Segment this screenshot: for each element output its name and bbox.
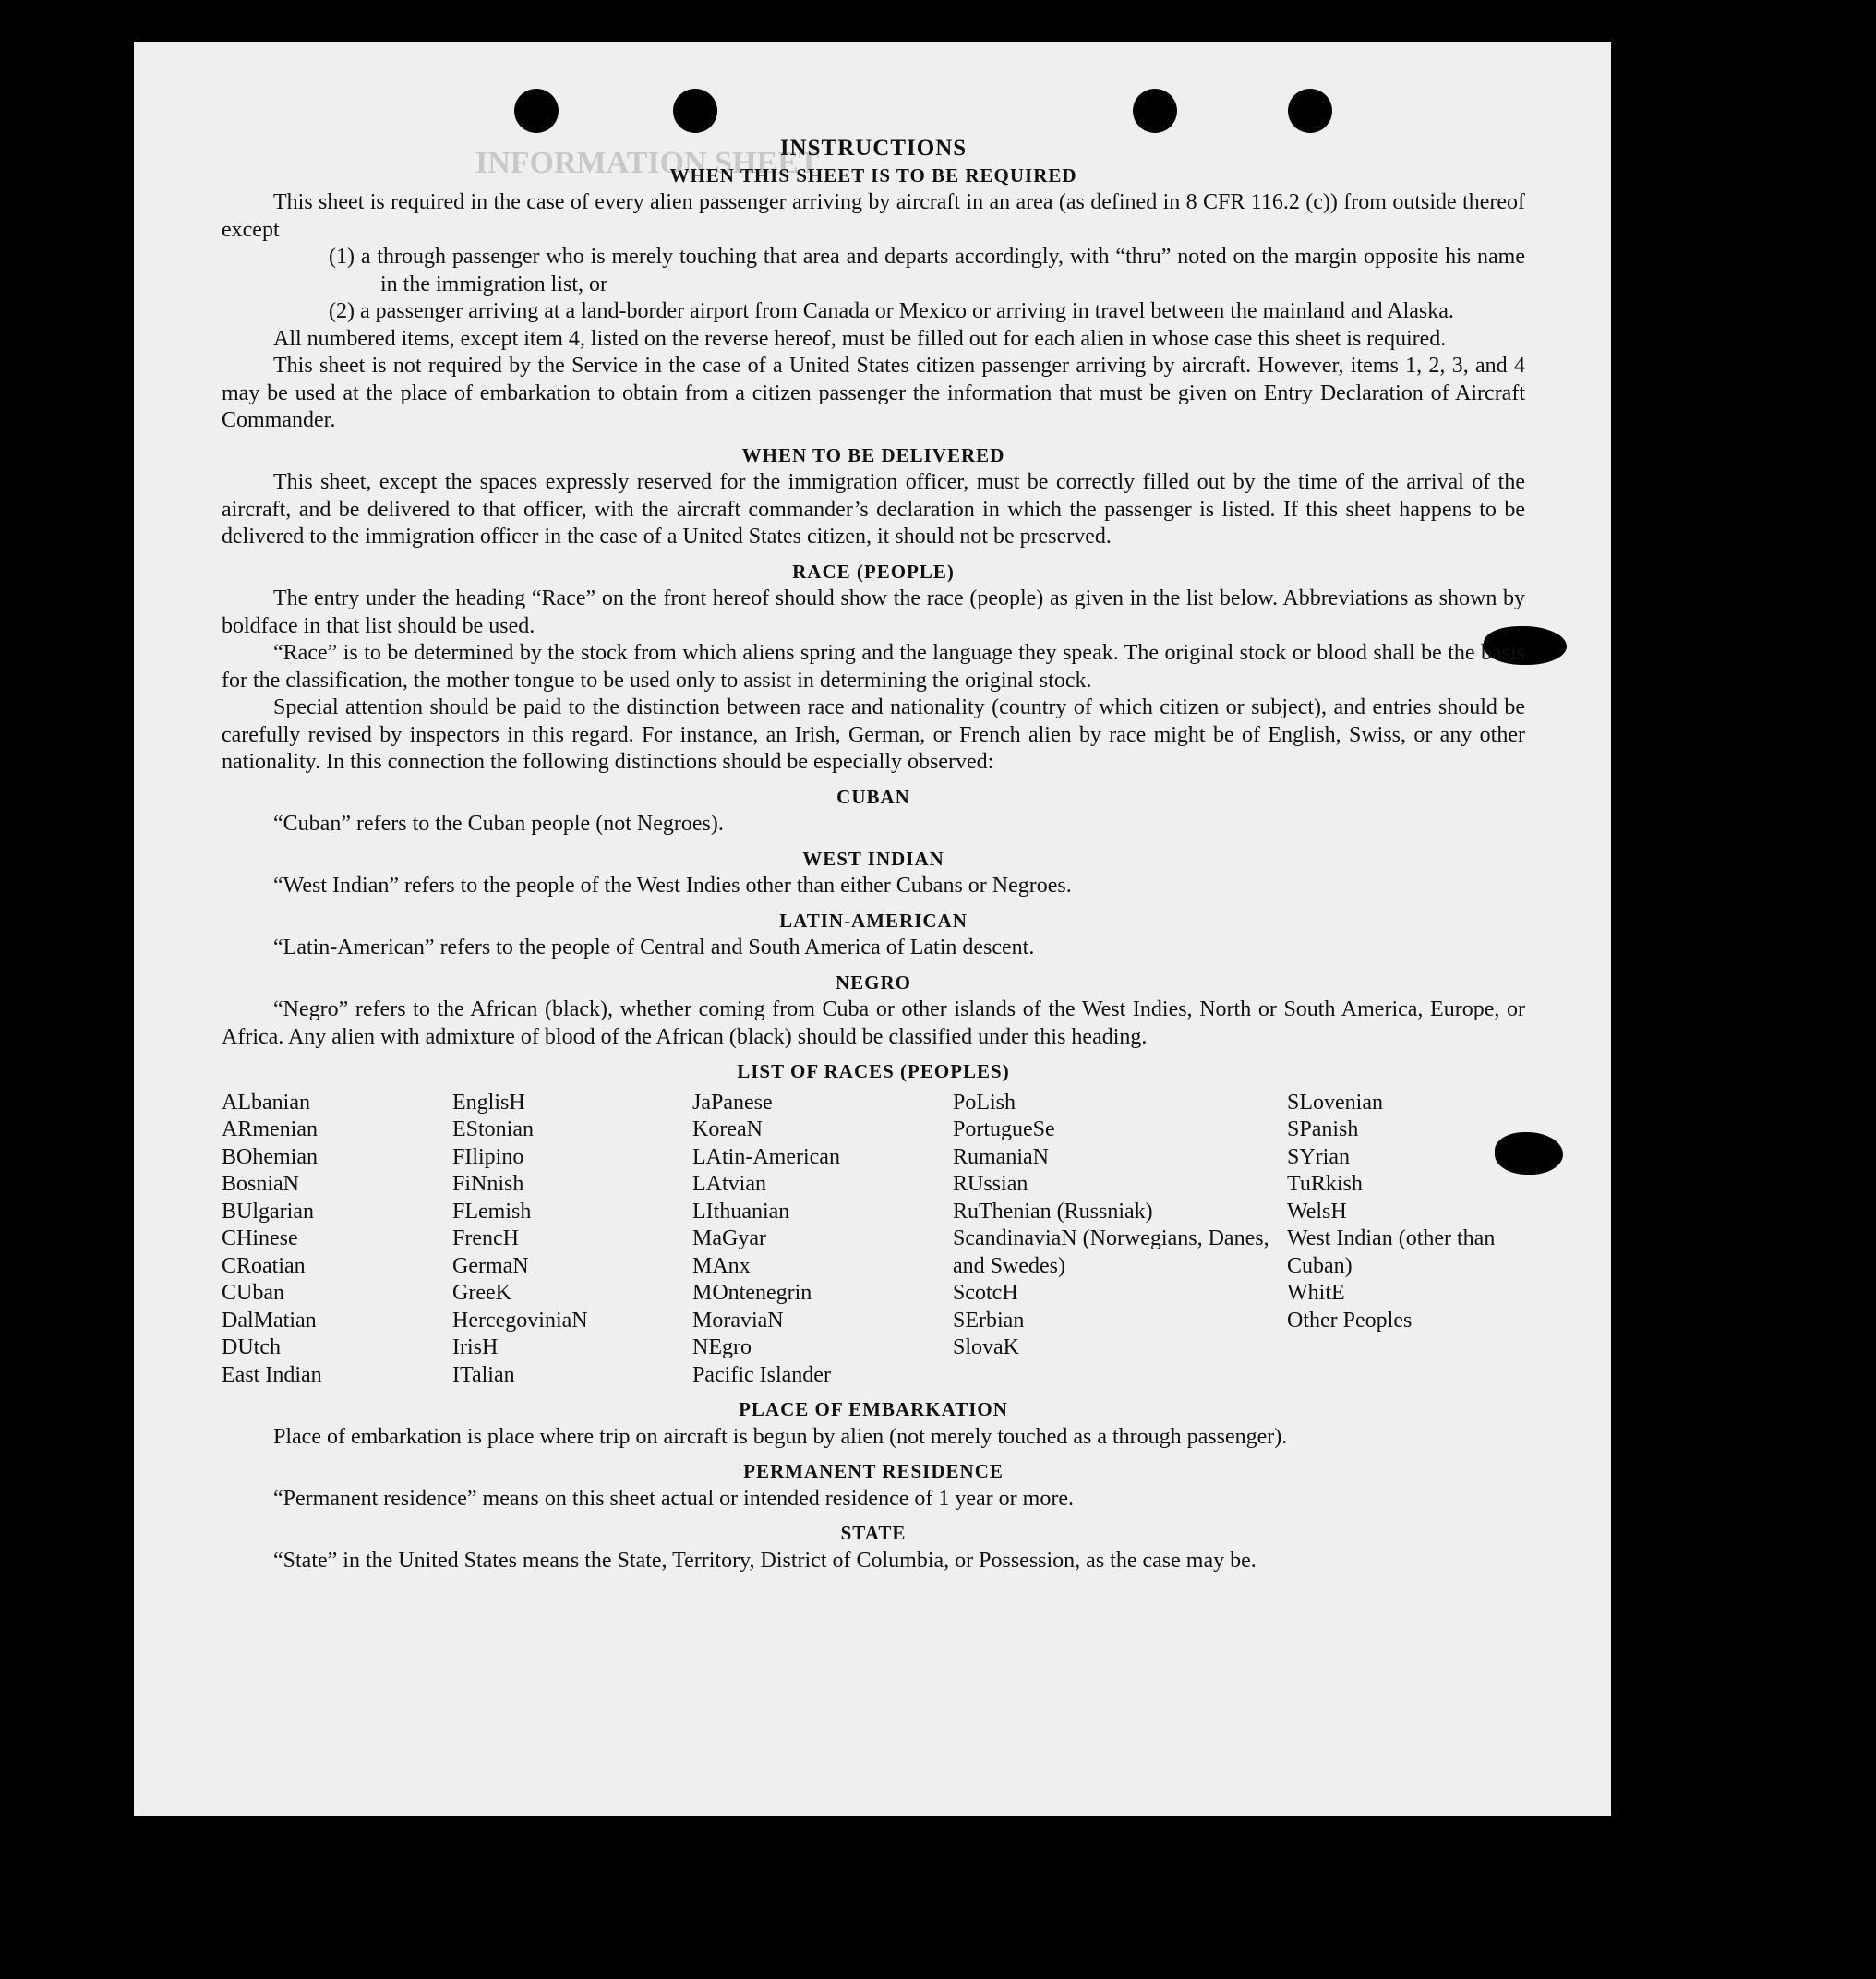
section-heading: LIST OF RACES (PEOPLES) bbox=[737, 1060, 1010, 1082]
section-heading: PLACE OF EMBARKATION bbox=[739, 1398, 1008, 1420]
race-item: BUlgarian bbox=[222, 1199, 314, 1224]
race-item: WelsH bbox=[1287, 1199, 1347, 1224]
list-item: (2) a passenger arriving at a land-border airport from Canada or Mexico or arriving in travel between the mainland and Alaska. bbox=[329, 299, 1454, 323]
paragraph: This sheet is not required by the Service in the case of a United States citizen passenger arriving by aircraft. However, items 1, 2, 3, and 4 may be used at the place of embarkation to obtain from a citizen passenger the information that must be given on Entry Declaration of Aircraft Commander. bbox=[222, 354, 1525, 432]
paragraph: Place of embarkation is place where trip on aircraft is begun by alien (not merely touched as a through passenger). bbox=[273, 1424, 1288, 1449]
races-list bbox=[222, 1090, 1525, 1390]
race-item: East Indian bbox=[222, 1362, 322, 1387]
race-item: MoraviaN bbox=[692, 1308, 784, 1333]
race-item: West Indian (other than Cuban) bbox=[1287, 1226, 1496, 1278]
race-item: Pacific Islander bbox=[692, 1362, 831, 1387]
race-item: MOntenegrin bbox=[692, 1281, 812, 1305]
race-item: SLovenian bbox=[1287, 1090, 1383, 1115]
race-item: DUtch bbox=[222, 1335, 281, 1359]
race-item: MaGyar bbox=[692, 1226, 766, 1250]
list-item: (1) a through passenger who is merely touching that area and departs accordingly, with “thru” noted on the margin opposite his name in the immigration list, or bbox=[329, 245, 1525, 296]
section-heading: NEGRO bbox=[835, 971, 911, 994]
paragraph: All numbered items, except item 4, listed on the reverse hereof, must be filled out for each alien in whose case this sheet is required. bbox=[273, 326, 1447, 351]
paragraph: “Cuban” refers to the Cuban people (not Negroes). bbox=[273, 812, 724, 836]
race-item: GermaN bbox=[452, 1253, 529, 1278]
race-item: RumaniaN bbox=[953, 1144, 1049, 1169]
punch-hole bbox=[1133, 89, 1177, 133]
race-item: LAtin-American bbox=[692, 1144, 840, 1169]
race-item: RUssian bbox=[953, 1172, 1028, 1196]
race-item: SPanish bbox=[1287, 1117, 1359, 1141]
paragraph: “State” in the United States means the State, Territory, District of Columbia, or Possession, as the case may be. bbox=[273, 1548, 1257, 1573]
race-item: CHinese bbox=[222, 1226, 298, 1250]
instructions-content bbox=[222, 135, 1525, 1575]
race-item: IrisH bbox=[452, 1335, 499, 1359]
race-item: SErbian bbox=[953, 1308, 1025, 1333]
section-heading: WEST INDIAN bbox=[802, 847, 944, 870]
race-item: FrencH bbox=[452, 1226, 519, 1250]
paragraph: “Race” is to be determined by the stock from which aliens spring and the language they speak. The original stock or blood shall be the basis for the classification, the mother tongue to be used only to assist in determining the original stock. bbox=[222, 641, 1525, 693]
race-item: MAnx bbox=[692, 1253, 751, 1278]
race-item: EStonian bbox=[452, 1117, 534, 1141]
bleed-through-text: INFORMATION SHEET bbox=[475, 146, 820, 180]
race-item: CRoatian bbox=[222, 1253, 306, 1278]
race-item: FiNnish bbox=[452, 1172, 524, 1196]
section-heading: RACE (PEOPLE) bbox=[792, 560, 955, 583]
race-item: ARmenian bbox=[222, 1117, 318, 1141]
paragraph: This sheet is required in the case of every alien passenger arriving by aircraft in an area (as defined in 8 CFR 116.2 (c)) from outside thereof except bbox=[222, 190, 1525, 242]
race-item: SlovaK bbox=[953, 1335, 1019, 1359]
race-item: BOhemian bbox=[222, 1144, 318, 1169]
races-column-4 bbox=[953, 1090, 1287, 1390]
section-heading: WHEN TO BE DELIVERED bbox=[741, 443, 1005, 466]
race-item: ScandinaviaN (Norwegians, Danes, and Swedes) bbox=[953, 1226, 1269, 1278]
paragraph: The entry under the heading “Race” on the front hereof should show the race (people) as given in the list below. Abbreviations as shown by boldface in that list should be used. bbox=[222, 586, 1525, 638]
paragraph: “West Indian” refers to the people of the West Indies other than either Cubans or Negroes. bbox=[273, 874, 1072, 898]
paragraph: “Permanent residence” means on this sheet actual or intended residence of 1 year or more. bbox=[273, 1486, 1074, 1511]
race-item: EnglisH bbox=[452, 1090, 525, 1115]
section-heading: PERMANENT RESIDENCE bbox=[743, 1460, 1004, 1482]
race-item: PortugueSe bbox=[953, 1117, 1055, 1141]
paragraph: “Latin-American” refers to the people of Central and South America of Latin descent. bbox=[273, 935, 1035, 959]
section-heading: CUBAN bbox=[836, 785, 910, 808]
races-column-1 bbox=[222, 1090, 452, 1390]
page-title: INSTRUCTIONS bbox=[779, 136, 968, 161]
race-item: PoLish bbox=[953, 1090, 1016, 1115]
section-heading: LATIN-AMERICAN bbox=[779, 909, 968, 932]
race-item: LIthuanian bbox=[692, 1199, 790, 1224]
race-item: FLemish bbox=[452, 1199, 532, 1224]
race-item: HercegoviniaN bbox=[452, 1308, 588, 1333]
race-item: BosniaN bbox=[222, 1172, 299, 1196]
race-item: Other Peoples bbox=[1287, 1308, 1413, 1333]
races-column-2 bbox=[452, 1090, 692, 1390]
punch-hole bbox=[1288, 89, 1332, 133]
race-item: SYrian bbox=[1287, 1144, 1350, 1169]
punch-hole bbox=[673, 89, 717, 133]
race-item: RuThenian (Russniak) bbox=[953, 1199, 1153, 1224]
race-item: WhitE bbox=[1287, 1281, 1345, 1305]
paragraph: Special attention should be paid to the distinction between race and nationality (country of which citizen or subject), and entries should be carefully revised by inspectors in this regard. For instance, an Irish, German, or French alien by race might be of English, Swiss, or any other nationality. In this connection the following distinctions should be especially observed: bbox=[222, 695, 1525, 774]
race-item: ScotcH bbox=[953, 1281, 1018, 1305]
paragraph: “Negro” refers to the African (black), whether coming from Cuba or other islands of the West Indies, North or South America, Europe, or Africa. Any alien with admixture of blood of the African (black) should be classified under this heading. bbox=[222, 997, 1525, 1049]
race-item: ITalian bbox=[452, 1362, 515, 1387]
punch-hole bbox=[514, 89, 559, 133]
race-item: KoreaN bbox=[692, 1117, 763, 1141]
paragraph: This sheet, except the spaces expressly reserved for the immigration officer, must be correctly filled out by the time of the arrival of the aircraft, and be delivered to that officer, with the aircraft commander’s declaration in which the passenger is listed. If this sheet happens to be delivered to the immigration officer in the case of a United States citizen, it should not be preserved. bbox=[222, 470, 1525, 549]
section-heading: WHEN THIS SHEET IS TO BE REQUIRED bbox=[669, 163, 1077, 187]
section-heading: STATE bbox=[840, 1522, 907, 1544]
races-column-3 bbox=[692, 1090, 953, 1390]
race-item: TuRkish bbox=[1287, 1172, 1363, 1196]
race-item: ALbanian bbox=[222, 1090, 310, 1115]
race-item: GreeK bbox=[452, 1281, 511, 1305]
race-item: FIlipino bbox=[452, 1144, 524, 1169]
race-item: CUban bbox=[222, 1281, 284, 1305]
race-item: JaPanese bbox=[692, 1090, 773, 1115]
race-item: DalMatian bbox=[222, 1308, 317, 1333]
race-item: NEgro bbox=[692, 1335, 752, 1359]
race-item: LAtvian bbox=[692, 1172, 766, 1196]
races-column-5 bbox=[1287, 1090, 1525, 1390]
document-sheet bbox=[134, 42, 1611, 1816]
